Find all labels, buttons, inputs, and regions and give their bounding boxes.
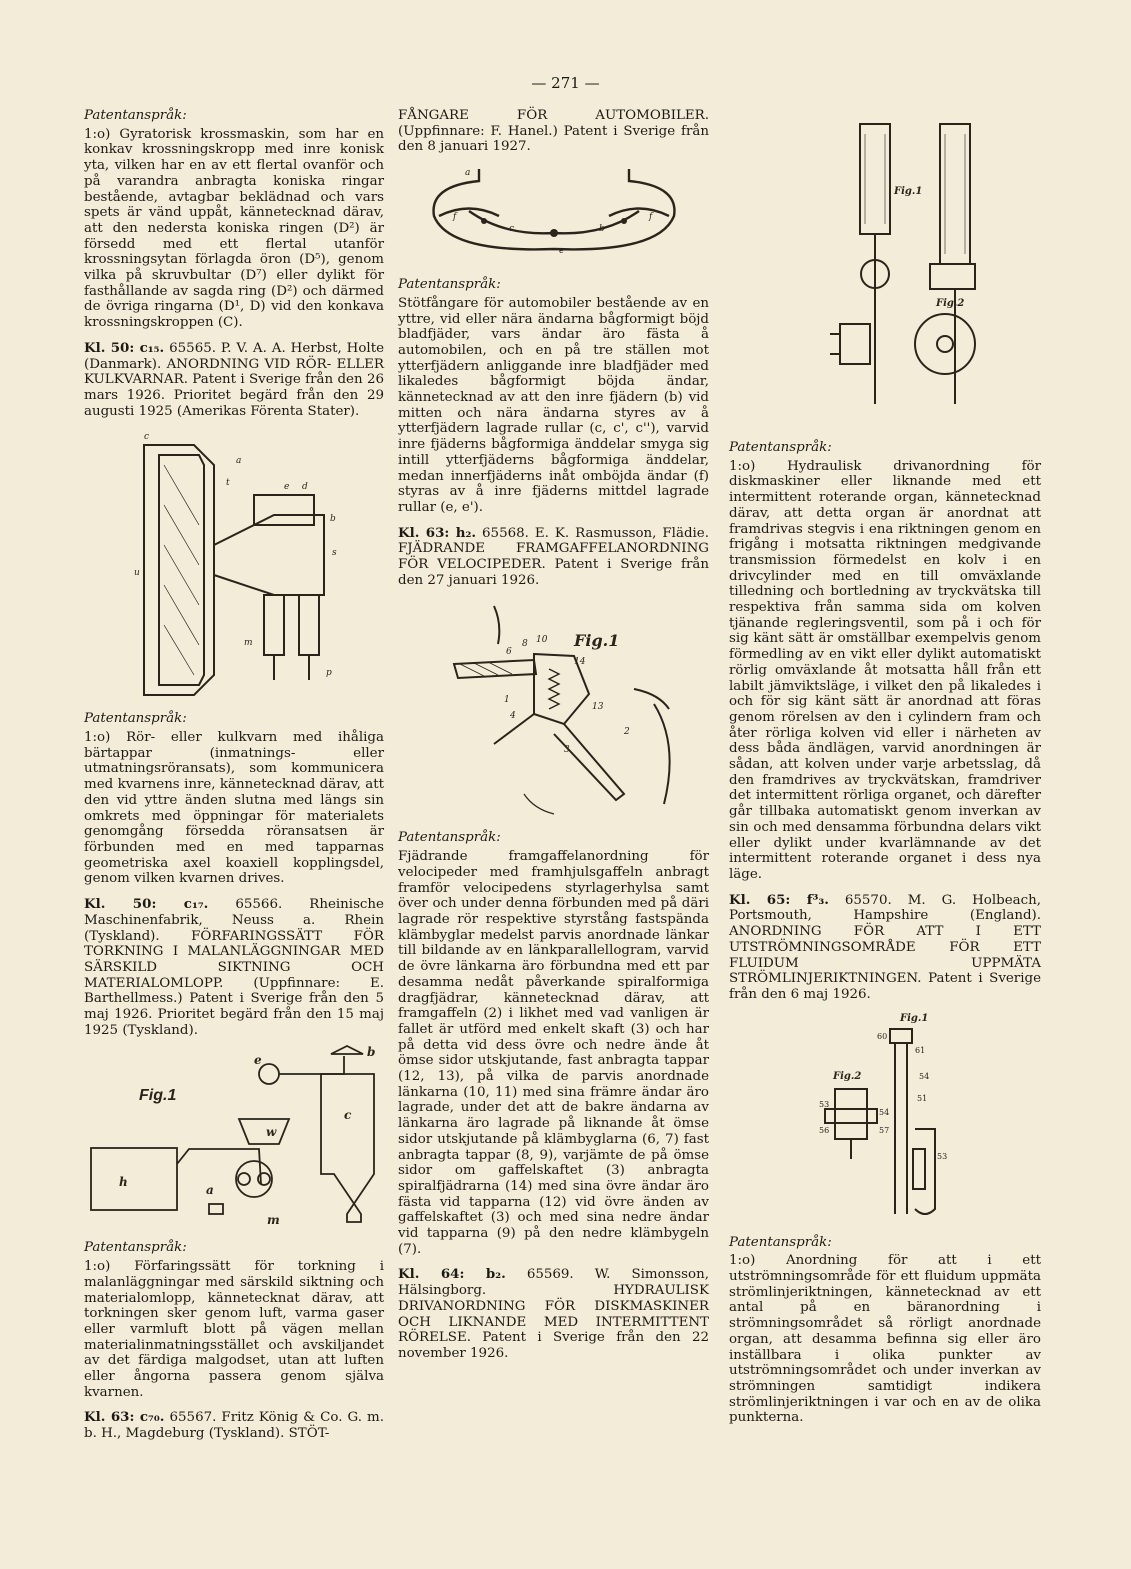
class-label: Kl. 63: h₂. — [398, 524, 477, 541]
class-label: Kl. 50: c₁₇. — [84, 896, 209, 913]
svg-text:10: 10 — [535, 635, 547, 646]
svg-text:51: 51 — [917, 1093, 928, 1103]
svg-text:f: f — [452, 212, 456, 223]
velocipede-fork-diagram — [424, 594, 684, 824]
svg-text:m: m — [244, 638, 253, 649]
svg-text:8: 8 — [521, 639, 528, 650]
claims-heading: Patentanspråk: — [729, 440, 832, 455]
patent-entry — [84, 897, 384, 1038]
entry-text: 65565. P. V. A. A. Herbst, Holte (Danmark). ANORDNING VID RÖR- ELLER KULKVARNAR. Patent i Sverige från den 26 mars 1926. Prioritet begärd från den 29 augusti 1925 (Amerikas Förenta Stater). — [84, 340, 384, 419]
figure-label: Fig.2 — [936, 298, 965, 309]
figure-label: Fig.2 — [833, 1070, 862, 1082]
svg-text:u: u — [134, 568, 140, 579]
column-1 — [84, 108, 384, 1442]
entry-text: 65568. E. K. Rasmusson, Flädie. FJÄDRANDE FRAMGAFFELANORDNING FÖR VELOCIPEDER. Patent i Sverige från den 27 januari 1926. — [398, 525, 709, 588]
claim-text: 1:o) Förfaringssätt för torkning i malanläggningar med särskild siktning och materialomlopp, kännetecknat därav, att torkningen sker genom luft, varma gaser eller varmluft blott på vägen mellan materialinmatningsstället och avskiljandet av det färdiga malgodset, utan att luften eller ångorna passera genom själva kvarnen. — [84, 1259, 384, 1400]
svg-text:b: b — [330, 514, 336, 525]
claim-text: Fjädrande framgaffelanordning för velocipeder med framhjulsgaffeln anbragt framför velocipedens styrlagerhylsa samt över och under denna förbunden med på däri lagrade rör respektive styrstång fastspända klämbyglar medelst parvis anordnade länkar till bildande av en länkparallellogram, varvid de övre länkarna äro förbundna med ett par desamma nedåt påverkande spiralformiga dragfjädrar, kännetecknad därav, att framgaffeln (2) i likhet med vad vanligen är fallet är utförd med enkelt skaft (3) och har på detta vid dess övre och nedre ände åt ömse sidor utskjutande, fast anbragta tappar (12, 13), på vilka de parvis anordnade länkarna (10, 11) med sina främre ändar äro lagrade, under det att de bakre ändarna av länkarna äro lagrade på liknande åt ömse sidor utskjutande på klämbyglarna (6, 7) fast anbragta tappar (8, 9), varjämte de på ömse sidor om gaffelskaftet (3) anbragta spiralfjädrarna (14) med sina övre ändar äro fästa vid tapparna (12) vid övre änden av gaffelskaftet (3) och med sina nedre ändar vid tapparna (9) på den nedre klämbygeln (7). — [398, 849, 709, 1257]
svg-text:t: t — [226, 478, 230, 489]
claims-heading: Patentanspråk: — [84, 1240, 187, 1256]
svg-text:b: b — [367, 1045, 376, 1060]
flow-direction-device-diagram — [785, 1009, 985, 1229]
claim-text: 1:o) Anordning för att i ett utströmningsområde för ett fluidum uppmäta strömlinjeriktningen, kännetecknad av ett antal på en bäranordning i strömningsområdet så rörligt anordnade organ, att desamma befinna sig eller äro inställbara i olika punkter av utströmningsområdet och under inverkan av strömningen samtidigt indikera strömlinjeriktningen i var och en av de olika punkterna. — [729, 1253, 1041, 1426]
drying-plant-diagram — [89, 1044, 379, 1234]
svg-text:a: a — [206, 1183, 214, 1198]
svg-text:61: 61 — [915, 1045, 926, 1055]
svg-text:56: 56 — [819, 1125, 830, 1135]
figure-label: Fig.1 — [573, 631, 619, 651]
patent-entry — [84, 1410, 384, 1441]
patent-entry — [398, 526, 709, 589]
svg-text:4: 4 — [509, 711, 516, 722]
claim-text: Stötfångare för automobiler bestående av en yttre, vid eller nära ändarna bågformigt böjd bladfjäder, vars ändar äro fästa å automobilen, och en på tre ställen mot ytterfjädern anliggande inre bladfjäder med likaledes bågformigt böjda ändar, kännetecknad av att den inre fjädern (b) vid mitten och nära ändarna styres av å ytterfjädern lagrade rullar (c, c', c''), varvid inre fjäderns bågformiga änddelar smyga sig intill ytterfjäderns bågformiga änddelar, medan innerfjäderns inåt omböjda ändar (f) styras av å inre fjäderns mittdel lagrade rullar (e, e'). — [398, 295, 709, 515]
svg-text:53: 53 — [819, 1099, 830, 1109]
svg-text:s: s — [332, 548, 337, 559]
claims-heading: Patentanspråk: — [84, 711, 187, 727]
hydraulic-drive-diagram — [760, 114, 1010, 434]
claims-heading: Patentanspråk: — [729, 1234, 832, 1250]
patent-entry — [398, 1267, 709, 1361]
figure-label: Fig.1 — [894, 186, 923, 197]
bumper-diagram — [409, 161, 699, 271]
claims-heading: Patentanspråk: — [398, 277, 501, 293]
svg-text:a: a — [236, 456, 242, 467]
page-number: — 271 — — [531, 74, 600, 92]
svg-text:54: 54 — [879, 1107, 890, 1117]
svg-text:a: a — [464, 168, 470, 179]
svg-text:c: c — [344, 1108, 352, 1123]
svg-text:c: c — [508, 224, 514, 235]
entry-text: 65569. W. Simonsson, Hälsingborg. HYDRAULISK DRIVANORDNING FÖR DISKMASKINER OCH LIKNANDE MED INTERMITTENT RÖRELSE. Patent i Sverige från den 22 november 1926. — [398, 1267, 709, 1361]
claim-text: 1:o) Hydraulisk drivanordning för diskmaskiner eller liknande med ett intermittent roterande organ, kännetecknad därav, att detta organ är anordnat att framdrivas stegvis i ena riktningen genom en frigång i motsatta riktningen medgivande transmission förmedelst en kolv i en drivcylinder med en till omväxlande tilledning och bortledning av tryckvätska till respektiva från samma sida om kolven tjänande regleringsventil, som på i och för sig känt sätt är omställbar exempelvis genom förmedling av en vikt eller dylikt automatiskt rörlig omväxlande åt motsatta håll från ett labilt jämviktsläge, i vilket den på likaledes i och för sig känt sätt är anordnad att föras genom rörelsen av den i cylindern fram och åter rörliga kolven vid eller i närheten av dess båda ändlägen, varvid anordningen är sådan, att kolven under varje arbetsslag, då den framdrives av tryckvätskan, framdriver det intermittent rörliga organet, och därefter går tillbaka automatiskt genom inverkan av sin och med densamma förbundna delars vikt eller dylikt under kvarlämnande av det intermittent roterande organet i dess nya läge. — [729, 458, 1041, 882]
entry-continuation: FÅNGARE FÖR AUTOMOBILER. (Uppfinnare: F. Hanel.) Patent i Sverige från den 8 januari 1927. — [398, 108, 709, 155]
svg-text:m: m — [267, 1213, 280, 1228]
svg-text:e: e — [284, 482, 290, 493]
mill-diagram — [104, 425, 364, 705]
claims-heading: Patentanspråk: — [398, 830, 501, 846]
column-2 — [398, 108, 709, 1362]
class-label: Kl. 64: b₂. — [398, 1266, 506, 1283]
figure-label: Fig.1 — [900, 1012, 929, 1024]
patent-entry — [84, 341, 384, 420]
svg-text:p: p — [326, 668, 332, 679]
svg-text:54: 54 — [919, 1071, 930, 1081]
svg-text:c: c — [144, 432, 150, 443]
svg-text:14: 14 — [573, 657, 585, 668]
svg-text:57: 57 — [879, 1125, 890, 1135]
patent-entry — [729, 893, 1041, 1003]
svg-text:3: 3 — [563, 745, 570, 756]
claims-heading: Patentanspråk: — [84, 108, 187, 123]
svg-text:13: 13 — [591, 702, 603, 713]
svg-text:1: 1 — [503, 695, 510, 706]
svg-text:d: d — [302, 482, 308, 493]
svg-text:h: h — [119, 1175, 128, 1190]
svg-text:e: e — [254, 1053, 262, 1068]
claim-text: 1:o) Rör- eller kulkvarn med ihåliga bärtappar (inmatnings- eller utmatningsröransats), som kommunicera med kvarnens inre, kännetecknad därav, att den vid yttre änden slutna med längs sin omkrets med öppningar för materialets genomgång försedda röransatsen är förbunden med en med tapparnas geometriska axel koaxiell kopplingsdel, genom vilken kvarnen drives. — [84, 730, 384, 887]
class-label: Kl. 65: f³₃. — [729, 891, 829, 908]
class-label: Kl. 50: c₁₅. — [84, 339, 165, 356]
svg-text:f: f — [648, 212, 652, 223]
svg-text:2: 2 — [623, 727, 630, 738]
svg-text:b: b — [598, 224, 605, 235]
svg-text:e: e — [558, 246, 564, 257]
entry-text: 65567. Fritz König & Co. G. m. b. H., Magdeburg (Tyskland). STÖT- — [84, 1410, 384, 1442]
column-3 — [729, 108, 1041, 1426]
figure-label: Fig.1 — [139, 1087, 177, 1105]
svg-text:53: 53 — [937, 1151, 948, 1161]
claim-text: 1:o) Gyratorisk krossmaskin, som har en konkav krossningskropp med inre konisk yta, vilken har en av ett flertal ovanför och på varandra anbragta koniska ringar bestående, avtagbar beklädnad och vars spets är vänd uppåt, kännetecknad därav, att den nedersta koniska ringen (D²) är försedd med ett flertal utanför krossningsytan förlagda öron (D⁵), genom vilka på skruvbultar (D⁷) eller dylikt för fasthållande av sagda ring (D²) och därmed de övriga ringarna (D¹, D) vid den konkava krossningskroppen (C). — [84, 126, 384, 331]
svg-text:60: 60 — [877, 1031, 888, 1041]
svg-text:w: w — [266, 1125, 277, 1140]
class-label: Kl. 63: c₇₀. — [84, 1409, 165, 1426]
svg-text:6: 6 — [505, 647, 512, 658]
entry-text: 65566. Rheinische Maschinenfabrik, Neuss a. Rhein (Tyskland). FÖRFARINGSSÄTT FÖR TORKNING I MALANLÄGGNINGAR MED SÄRSKILD SIKTNING OCH MATERIALOMLOPP. (Uppfinnare: E. Barthellmess.) Patent i Sverige från den 5 maj 1926. Prioritet begärd från den 15 maj 1925 (Tyskland). — [84, 897, 384, 1038]
entry-text: 65570. M. G. Holbeach, Portsmouth, Hampshire (England). ANORDNING FÖR ATT I ETT UTSTRÖMNINGSOMRÅDE FÖR ETT FLUIDUM UPPMÄTA STRÖMLINJERIKTNINGEN. Patent i Sverige från den 6 maj 1926. — [729, 892, 1041, 1002]
